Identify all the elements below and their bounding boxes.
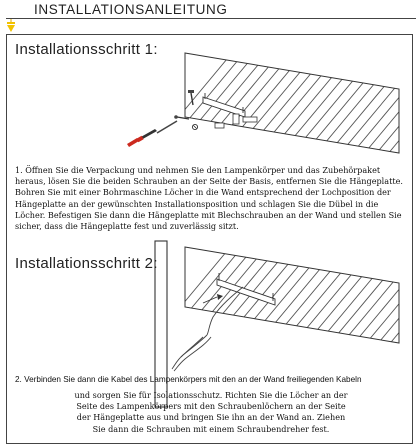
text-line: und sorgen Sie für Isolationsschutz. Richten Sie die Löcher an der — [74, 390, 348, 400]
text-line: Seite des Lampenkörpers mit den Schraubenlöchern an der Seite — [76, 401, 346, 412]
screw-icon — [215, 123, 224, 128]
step1-title: Installationsschritt 1: — [15, 41, 158, 58]
header-rule — [6, 18, 416, 19]
step2-description-first-line: 2. Verbinden Sie dann die Kabel des Lampenkörpers mit den an der Wand freiliegenden Kabeln — [15, 375, 362, 384]
text-line: Löcher. Befestigen Sie dann die Hängeplatte mit Blechschrauben an der Wand und stellen Sie — [15, 209, 402, 220]
step2-description — [61, 390, 361, 435]
screwdriver-icon — [127, 121, 177, 147]
cable-icon — [172, 287, 243, 371]
text-line: sicher, dass die Hängeplatte fest und zuverlässig sitzt. — [15, 221, 239, 232]
step1-description — [15, 165, 403, 232]
text-line: der Hängeplatte aus und bringen Sie ihn an der Wand an. Ziehen — [76, 412, 346, 423]
screw-icon — [192, 124, 197, 129]
text-line: heraus, lösen Sie die beiden Schrauben an der Seite der Basis, entfernen Sie die Hängeplatte. — [15, 176, 403, 187]
instruction-frame — [6, 34, 413, 444]
text-line: 1. Öffnen Sie die Verpackung und nehmen Sie den Lampenkörper und das Zubehörpaket — [15, 165, 381, 175]
text-line: Sie dann die Schrauben mit einem Schraubendreher fest. — [92, 423, 330, 434]
hanging-triangle-icon — [6, 19, 16, 33]
step2-title: Installationsschritt 2: — [15, 255, 158, 272]
arrow-icon — [203, 294, 223, 303]
text-line: Bohren Sie mit einer Bohrmaschine Löcher in die Wand entsprechend der Lochposition der — [15, 187, 391, 198]
text-line: Hängeplatte an der gewünschten Installationsposition und schlagen Sie die Dübel in die — [15, 198, 379, 209]
mounting-bracket-icon — [203, 93, 245, 117]
header — [0, 0, 416, 20]
document-title: INSTALLATIONSANLEITUNG — [34, 2, 228, 17]
